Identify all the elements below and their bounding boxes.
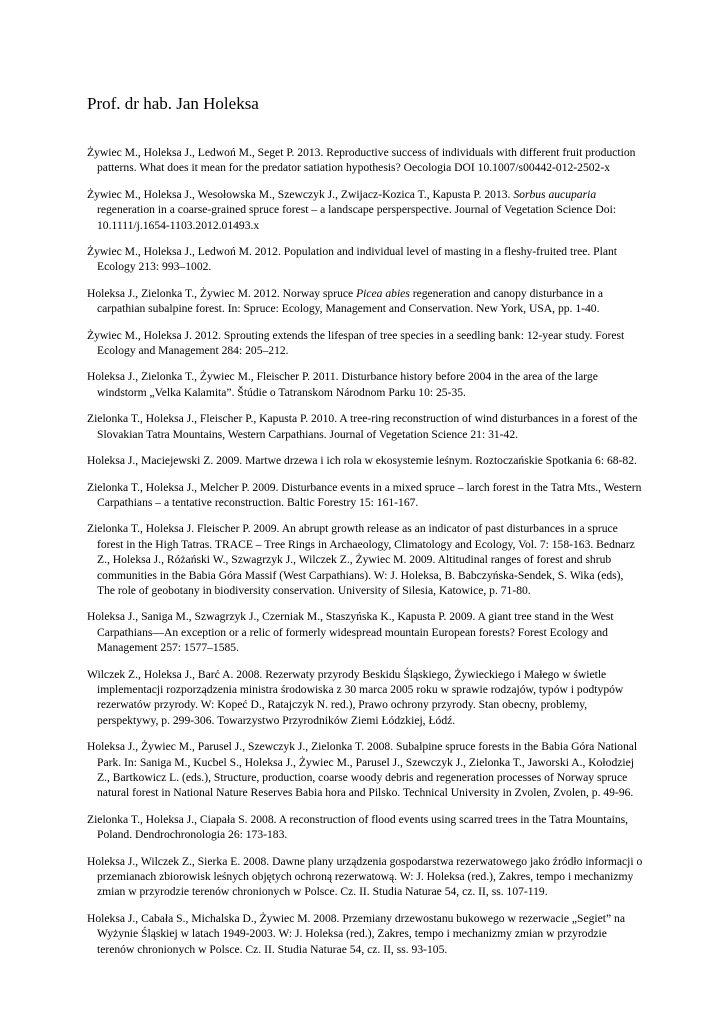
reference-text: Zielonka T., Holeksa J., Ciapała S. 2008. A reconstruction of flood events using scarred trees in the Tatra Mountains, Poland. Dendrochronologia 26: 173-183. (87, 812, 629, 842)
species-name: Picea abies (356, 286, 410, 300)
reference-text: Żywiec M., Holeksa J., Ledwoń M., Seget P. 2013. Reproductive success of individuals with different fruit production patterns. What does it mean for the predator satiation hypothesis? Oecologia DOI 10.1007/s00442-012-2502-x (87, 146, 636, 175)
reference-text: Holeksa J., Saniga M., Szwagrzyk J., Czerniak M., Staszyńska K., Kapusta P. 2009. A giant tree stand in the West Carpathians—An exception or a relic of formerly widespread mountain European forests? Forest Ecology and Management 257: 1577–1585. (87, 610, 614, 655)
reference-text: Holeksa J., Wilczek Z., Sierka E. 2008. Dawne plany urządzenia gospodarstwa rezerwatowego jako źródło informacji o przemianach zbiorowisk leśnych objętych ochroną rezerwatową. W: J. Holeksa (red.), Zakres, tempo i mechanizmy zmian w przyrodzie terenów chronionych w Polsce. Cz. II. Studia Naturae 54, cz. II, ss. 107-119. (87, 854, 643, 899)
reference-item (87, 854, 643, 900)
reference-item (87, 145, 643, 176)
reference-text: Wilczek Z., Holeksa J., Barć A. 2008. Rezerwaty przyrody Beskidu Śląskiego, Żywieckiego i Małego w świetle implementacji rozporządzenia ministra środowiska z 30 marca 2005 roku w sprawie rodzajów, typów i podtypów rezerwatów przyrody. W: Kopeć D., Ratajczyk N. red.), Prawo ochrony przyrody. Stan obecny, problemy, perspektywy, p. 299-306. Towarzystwo Przyrodników Ziemi Łódzkiej, Łódź. (87, 667, 624, 727)
reference-item (87, 453, 643, 468)
reference-text: Zielonka T., Holeksa J., Fleischer P., Kapusta P. 2010. A tree-ring reconstruction of wind disturbances in a forest of the Slovakian Tatra Mountains, Western Carpathians. Journal of Vegetation Science 21: 31-42. (87, 412, 638, 441)
reference-item (87, 369, 643, 400)
reference-list (87, 145, 643, 968)
reference-item (87, 812, 643, 843)
reference-text-post: regeneration in a coarse-grained spruce forest – a landscape persperspective. Journal of Vegetation Science Doi: 10.1111/j.1654-1103.2012.01493.x (97, 203, 617, 232)
reference-item (87, 411, 643, 442)
reference-item (87, 244, 643, 275)
reference-item (87, 911, 643, 957)
reference-item (87, 667, 643, 729)
reference-text-pre: Holeksa J., Zielonka T., Żywiec M. 2012. Norway spruce (87, 286, 357, 300)
page-title: Prof. dr hab. Jan Holeksa (87, 94, 259, 113)
reference-text: Zielonka T., Holeksa J. Fleischer P. 2009. An abrupt growth release as an indicator of past disturbances in a spruce forest in the High Tatras. TRACE – Tree Rings in Archaeology, Climatology and Ecology, Vol. 7: 158-163. Bednarz Z., Holeksa J., Różański W., Szwagrzyk J., Wilczek Z., Żywiec M. 2009. Altitudinal ranges of forest and shrub communities in the Babia Góra Massif (West Carpathians). W: J. Holeksa, B. Babczyńska-Sendek, S. Wika (eds), The role of geobotany in biodiversity conservation. University of Silesia, Katowice, p. 71-80. (87, 522, 635, 597)
reference-item (87, 286, 643, 317)
reference-text: Holeksa J., Cabała S., Michalska D., Żywiec M. 2008. Przemiany drzewostanu bukowego w rezerwacie „Segiet” na Wyżynie Śląskiej w latach 1949-2003. W: J. Holeksa (red.), Zakres, tempo i mechanizmy zmian w przyrodzie terenów chronionych w Polsce. Cz. II. Studia Naturae 54, cz. II, ss. 93-105. (87, 911, 625, 956)
reference-text: Żywiec M., Holeksa J., Ledwoń M. 2012. Population and individual level of masting in a fleshy-fruited tree. Plant Ecology 213: 993–1002. (87, 245, 617, 274)
reference-item (87, 480, 643, 511)
reference-text: Holeksa J., Maciejewski Z. 2009. Martwe drzewa i ich rola w ekosystemie leśnym. Roztoczańskie Spotkania 6: 68-82. (87, 454, 637, 468)
reference-item (87, 739, 643, 801)
reference-text: Holeksa J., Zielonka T., Żywiec M., Fleischer P. 2011. Disturbance history before 2004 in the area of the large windstorm „Velka Kalamita”. Štúdie o Tatranskom Národnom Parku 10: 25-35. (87, 370, 598, 399)
reference-item (87, 328, 643, 359)
species-name: Sorbus aucuparia (513, 187, 597, 201)
reference-text: Holeksa J., Żywiec M., Parusel J., Szewczyk J., Zielonka T. 2008. Subalpine spruce forests in the Babia Góra National Park. In: Saniga M., Kucbel S., Holeksa J., Żywiec M., Parusel J., Szewczyk J., Zielonka T., Jaworski A., Kołodziej Z., Bartkowicz L. (eds.), Structure, production, coarse woody debris and regeneration processes of Norway spruce natural forest in National Nature Reserves Babia hora and Pilsko. Technical University in Zvolen, Zvolen, p. 49-96. (87, 740, 638, 800)
reference-text: Zielonka T., Holeksa J., Melcher P. 2009. Disturbance events in a mixed spruce – larch forest in the Tatra Mts., Western Carpathians – a tentative reconstruction. Baltic Forestry 15: 161-167. (87, 480, 642, 509)
reference-text: Żywiec M., Holeksa J. 2012. Sprouting extends the lifespan of tree species in a seedling bank: 12-year study. Forest Ecology and Management 284: 205–212. (87, 328, 625, 358)
reference-text-pre: Żywiec M., Holeksa J., Wesołowska M., Szewczyk J., Zwijacz-Kozica T., Kapusta P. 2013. (87, 187, 514, 201)
reference-item (87, 609, 643, 655)
reference-item (87, 187, 643, 233)
reference-item (87, 521, 643, 598)
reference-text-post: regeneration and canopy disturbance in a carpathian subalpine forest. In: Spruce: Ecology, Management and Conservation. New York, USA, pp. 1-40. (97, 286, 603, 316)
